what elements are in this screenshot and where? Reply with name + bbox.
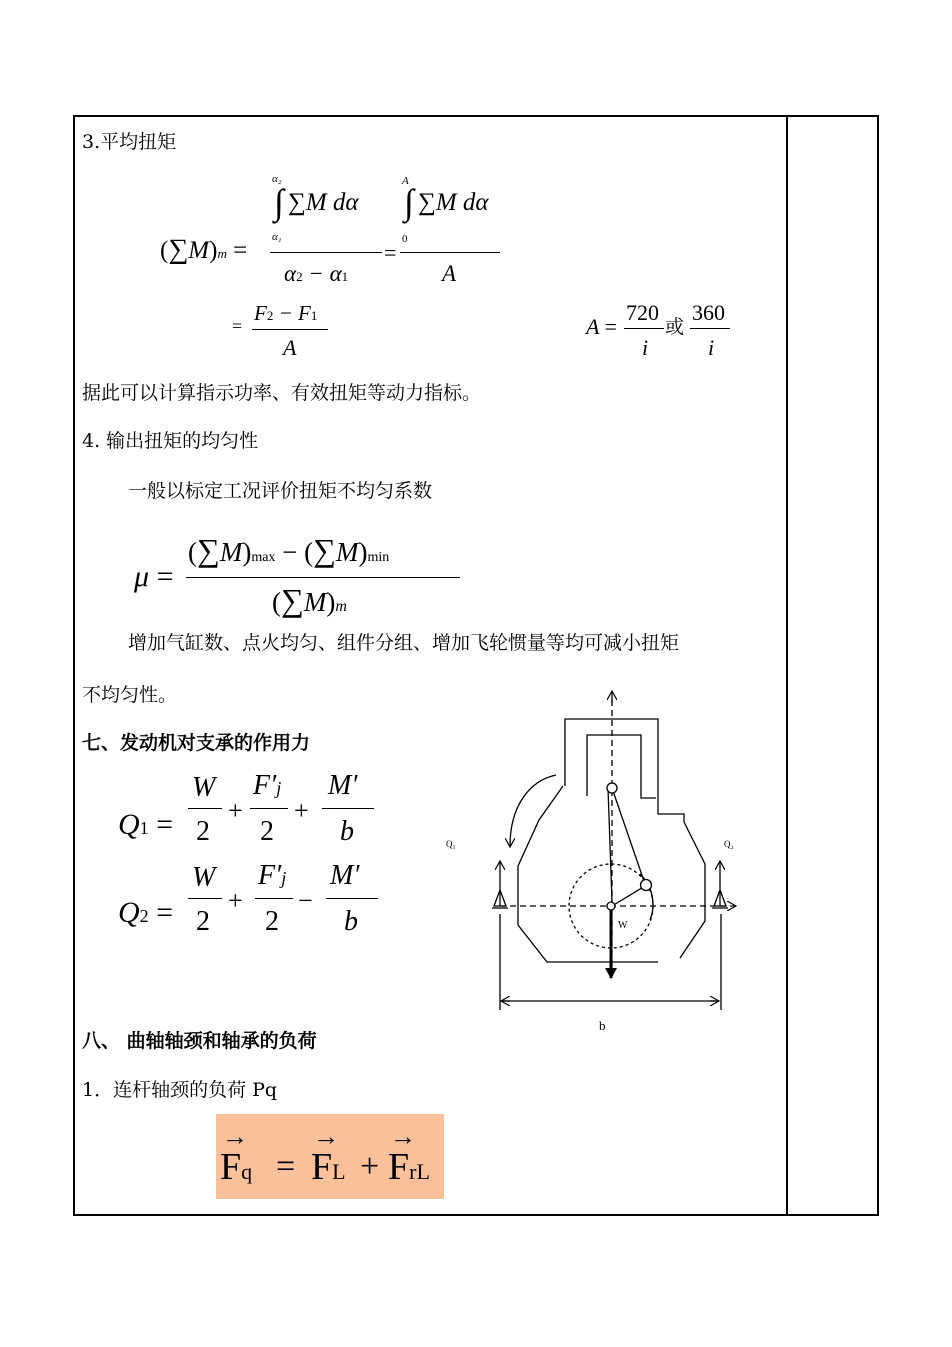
label-q1: Q₁: [446, 839, 456, 849]
label-w: W: [618, 920, 628, 931]
text-reduce-nonuniformity-cont: 不均匀性。: [82, 684, 178, 706]
text-conrod-journal-load: 1．连杆轴颈的负荷 Pq: [82, 1079, 278, 1101]
heading-support-forces: 七、发动机对支承的作用力: [82, 732, 311, 754]
text-nonuniformity-coefficient: 一般以标定工况评价扭矩不均匀系数: [128, 480, 433, 502]
table-side-column-divider: [786, 115, 788, 1216]
formula-or: 或: [665, 316, 685, 338]
heading-average-torque: 3.平均扭矩: [82, 131, 177, 153]
text-reduce-nonuniformity: 增加气缸数、点火均匀、组件分组、增加飞轮惯量等均可减小扭矩: [128, 632, 680, 654]
heading-torque-uniformity: 4. 输出扭矩的均匀性: [82, 430, 259, 452]
text-indicators: 据此可以计算指示功率、有效扭矩等动力指标。: [82, 382, 482, 404]
label-b: b: [599, 1018, 606, 1030]
engine-support-diagram: [440, 684, 760, 1030]
heading-crank-journal-loads: 八、 曲轴轴颈和轴承的负荷: [82, 1030, 317, 1052]
label-q2: Q₂: [724, 839, 734, 849]
